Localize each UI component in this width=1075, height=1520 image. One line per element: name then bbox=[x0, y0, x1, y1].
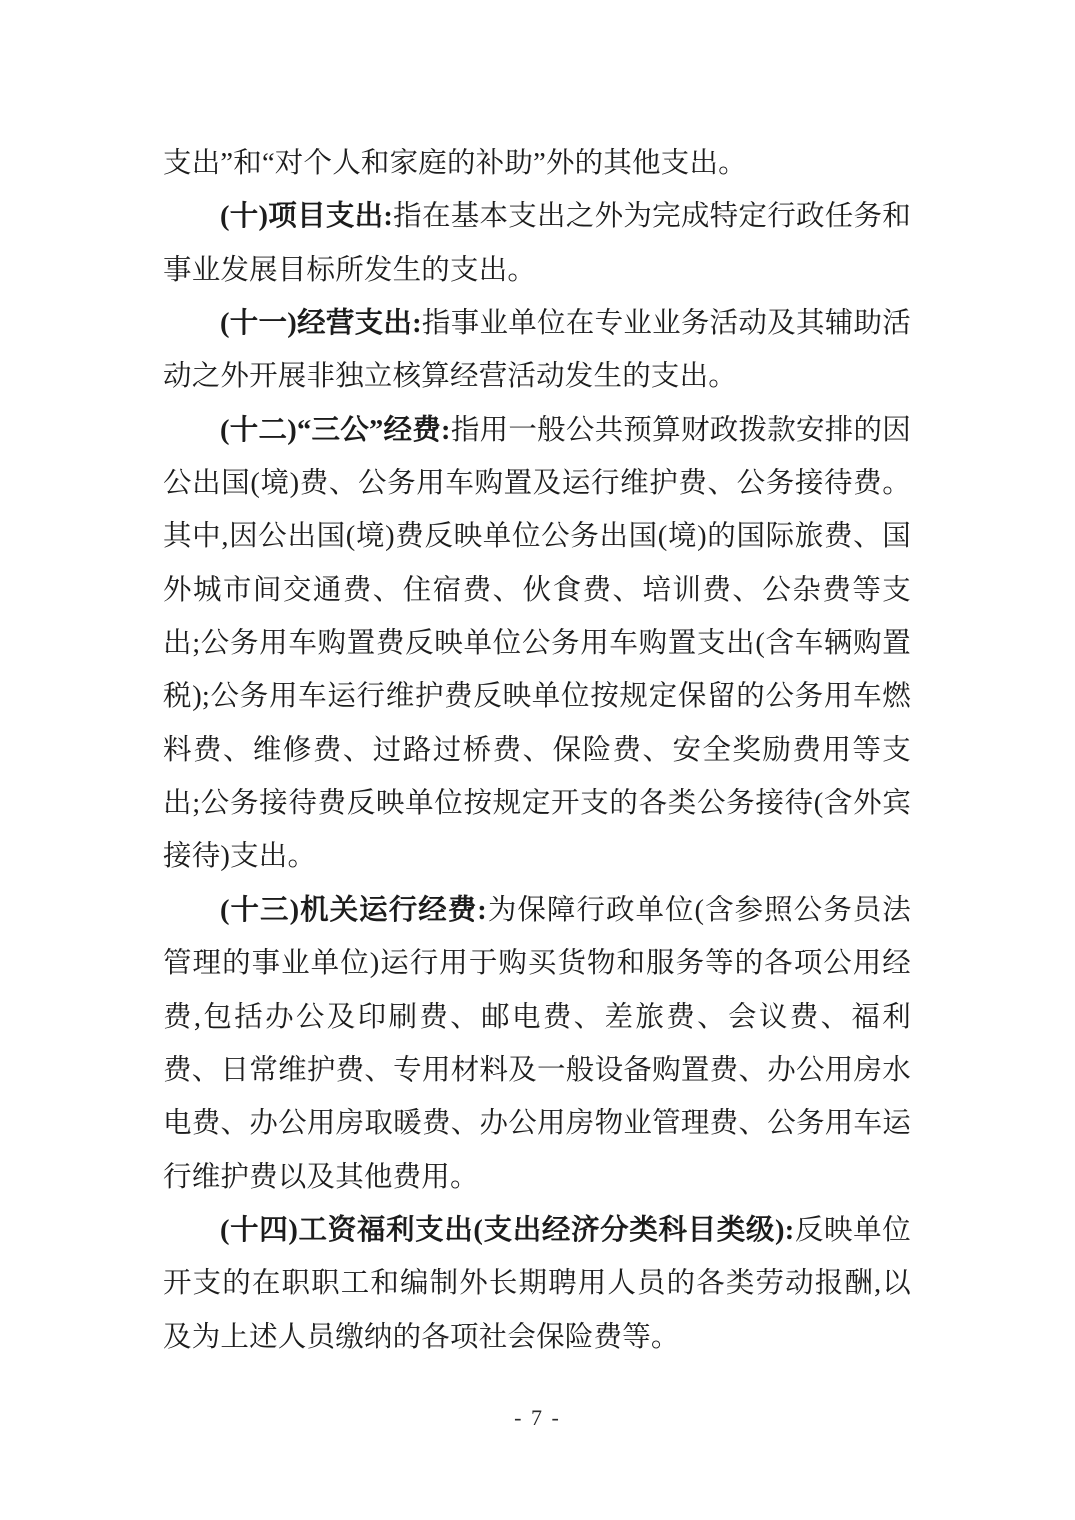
paragraph-heading: (十三)机关运行经费: bbox=[220, 894, 487, 926]
paragraph-text: 指事业单位在专业业务活动及其辅助活动之外开展非独立核算经营活动发生的支出。 bbox=[163, 308, 911, 393]
document-body bbox=[163, 137, 911, 1364]
paragraph-text: 为保障行政单位(含参照公务员法管理的事业单位)运行用于购买货物和服务等的各项公用经费,包括办公及印刷费、邮电费、差旅费、会议费、福利费、日常维护费、专用材料及一般设备购置费、办公用房水电费、办公用房取暖费、办公用房物业管理费、公务用车运行维护费以及其他费用。 bbox=[163, 894, 911, 1193]
paragraph bbox=[163, 297, 911, 404]
paragraph-heading: (十)项目支出: bbox=[220, 201, 394, 233]
paragraph-heading: (十二)“三公”经费: bbox=[220, 414, 451, 446]
paragraph bbox=[163, 137, 911, 190]
paragraph-text: 反映单位开支的在职职工和编制外长期聘用人员的各类劳动报酬,以及为上述人员缴纳的各项社会保险费等。 bbox=[163, 1214, 911, 1353]
paragraph-text: 指用一般公共预算财政拨款安排的因公出国(境)费、公务用车购置及运行维护费、公务接待费。其中,因公出国(境)费反映单位公务出国(境)的国际旅费、国外城市间交通费、住宿费、伙食费、培训费、公杂费等支出;公务用车购置费反映单位公务用车购置支出(含车辆购置税);公务用车运行维护费反映单位按规定保留的公务用车燃料费、维修费、过路过桥费、保险费、安全奖励费用等支出;公务接待费反映单位按规定开支的各类公务接待(含外宾接待)支出。 bbox=[163, 414, 911, 873]
paragraph-heading: (十四)工资福利支出(支出经济分类科目类级): bbox=[220, 1214, 795, 1246]
paragraph bbox=[163, 884, 911, 1204]
paragraph bbox=[163, 404, 911, 884]
page-number: - 7 - bbox=[514, 1405, 561, 1430]
paragraph-heading: (十一)经营支出: bbox=[220, 308, 422, 340]
paragraph bbox=[163, 1204, 911, 1364]
paragraph bbox=[163, 190, 911, 297]
paragraph-text: 指在基本支出之外为完成特定行政任务和事业发展目标所发生的支出。 bbox=[163, 201, 912, 286]
paragraph-text: 支出”和“对个人和家庭的补助”外的其他支出。 bbox=[163, 148, 747, 179]
